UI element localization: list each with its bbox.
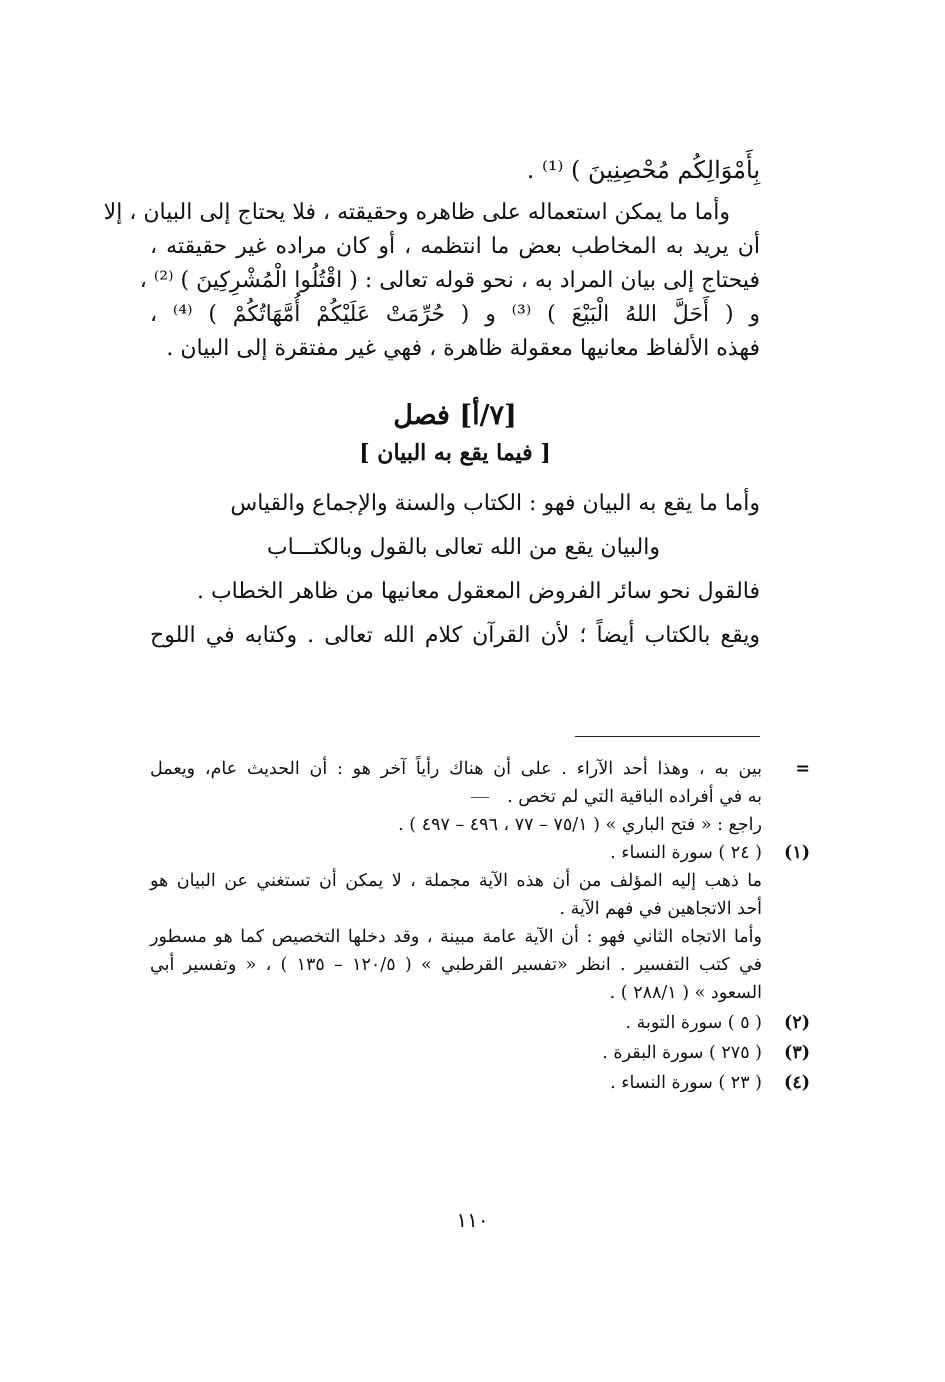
footnote-continuation (150, 755, 810, 839)
footnote-line: وأما الاتجاه الثاني فهو : أن الآية عامة مبينة ، وقد دخلها التخصيص كما هو مسطور (150, 927, 762, 947)
footnote-line: ( ٢٤ ) سورة النساء . (610, 843, 762, 863)
verse-block (150, 482, 760, 658)
paragraph-line: فيحتاج إلى بيان المراد به ، نحو قوله تعالى : ( اقْتُلُوا الْمُشْرِكِينَ ) ⁽²⁾ ، (139, 268, 760, 293)
paragraph-line: و ( أَحَلَّ اللهُ الْبَيْعَ ) ⁽³⁾ و ( حُرِّمَتْ عَلَيْكُمْ أُمَّهَاتُكُمْ ) ⁽⁴⁾ ، (150, 302, 760, 327)
page-number: ١١٠ (456, 1208, 489, 1232)
footnote-line: السعود » ( ٢٨٨/١ ) . (609, 983, 762, 1003)
paragraph-line: وأما ما يمكن استعماله على ظاهره وحقيقته ، فلا يحتاج إلى البيان ، إلا (103, 200, 730, 225)
verse-line: ويقع بالكتاب أيضاً ؛ لأن القرآن كلام الله تعالى . وكتابه في اللوح (150, 623, 760, 648)
footnote-line: ( ٥ ) سورة التوبة . (625, 1013, 762, 1033)
section-subheading: [ فيما يقع به البيان ] (359, 440, 551, 466)
verse-line: فالقول نحو سائر الفروض المعقول معانيها من ظاهر الخطاب . (196, 579, 760, 604)
verse-line: والبيان يقع من الله تعالى بالقول وبالكتـــاب (266, 535, 660, 560)
footnote-number: (٤) (784, 1073, 810, 1093)
footnote-line: في كتب التفسير . انظر «تفسير القرطبي » ( ١٢٠/٥ – ١٣٥ ) ، « وتفسير أبي (150, 955, 762, 975)
footnote-line: ما ذهب إليه المؤلف من أن هذه الآية مجملة ، لا يمكن أن تستغني عن البيان هو (150, 871, 762, 891)
footnote-number: (١) (784, 843, 810, 863)
footnote-1 (150, 839, 810, 867)
footnote-number: (٢) (784, 1013, 810, 1033)
continuation-marker: = (795, 759, 810, 779)
footnote-number: (٣) (784, 1043, 810, 1063)
verse-line: وأما ما يقع به البيان فهو : الكتاب والسنة والإجماع والقياس (230, 491, 760, 516)
footnote-separator (575, 736, 760, 737)
section-heading: [٧/أ] فصل (393, 400, 517, 431)
footnote-4 (150, 1069, 810, 1097)
footnote-line: ( ٢٣ ) سورة النساء . (610, 1073, 762, 1093)
paragraph-bayan-not-needed (103, 196, 760, 366)
footnote-line: أحد الاتجاهين في فهم الآية . (559, 899, 762, 919)
paragraph-line: فهذه الألفاظ معانيها معقولة ظاهرة ، فهي غير مفتقرة إلى البيان . (166, 336, 760, 361)
footnote-line: ( ٢٧٥ ) سورة البقرة . (602, 1043, 762, 1063)
footnote-line: بين به ، وهذا أحد الآراء . على أن هناك رأياً آخر هو : أن الحديث عام، ويعمل (150, 759, 762, 779)
quran-verse-continuation: بِأَمْوَالِكُم مُحْصِنِينَ ) ⁽¹⁾ . (526, 156, 760, 184)
footnote-line: راجع : « فتح الباري » ( ٧٥/١ – ٧٧ ، ٤٩٦ – ٤٩٧ ) . (398, 815, 762, 835)
main-text (103, 150, 760, 658)
footnote-1-commentary (150, 867, 810, 1007)
footnotes (150, 755, 810, 1097)
paragraph-line: أن يريد به المخاطب بعض ما انتظمه ، أو كان مراده غير حقيقته ، (150, 234, 760, 259)
footnote-2 (150, 1009, 810, 1037)
small-dash (471, 797, 489, 798)
footnote-line: به في أفراده الباقية التي لم تخص . (150, 783, 762, 811)
footnote-3 (150, 1039, 810, 1067)
